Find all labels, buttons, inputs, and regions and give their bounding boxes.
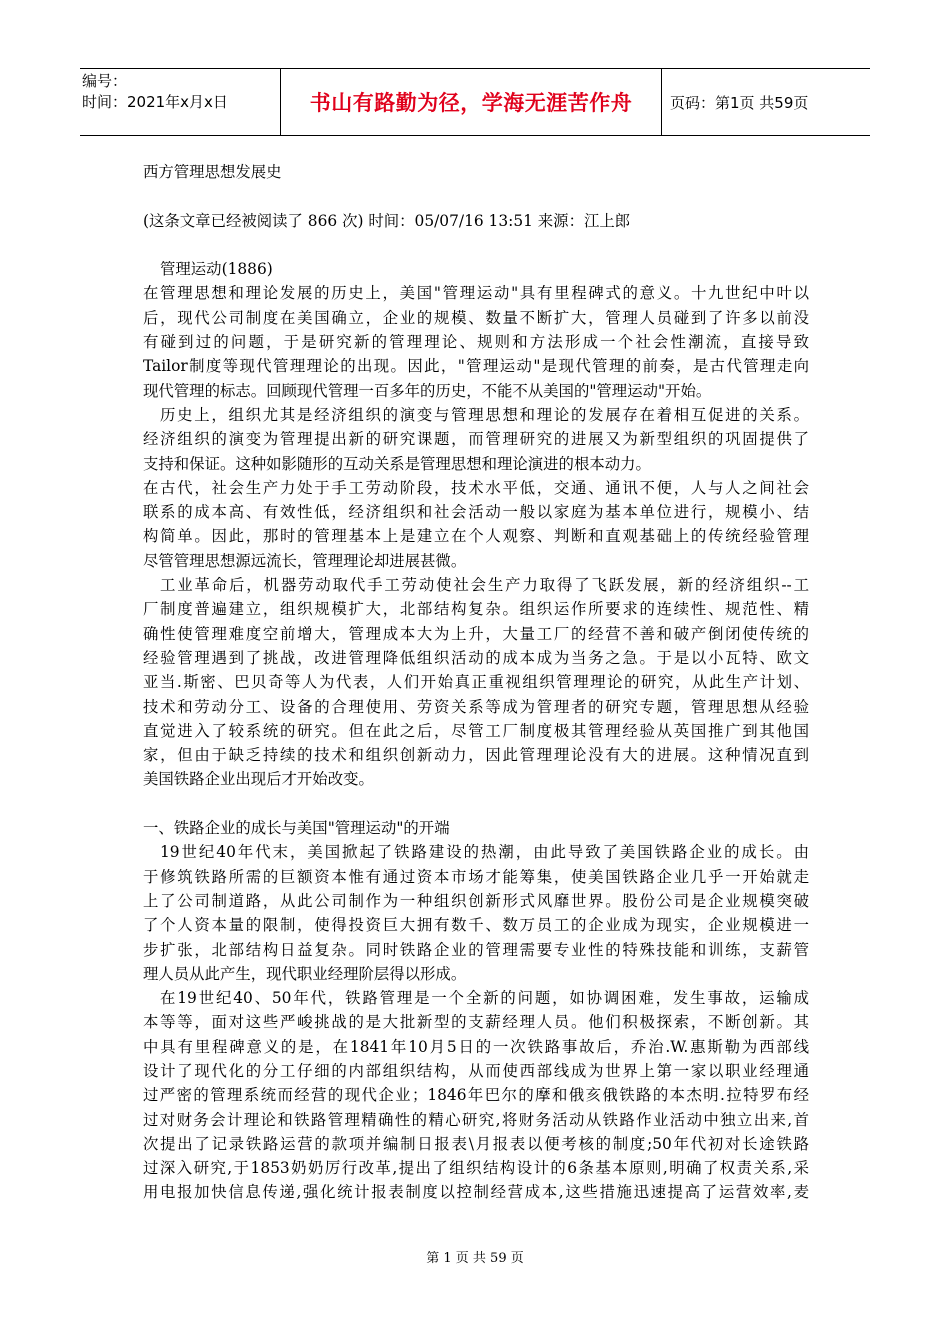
paragraph (143, 573, 809, 792)
text-line: 理人员从此产生，现代职业经理阶层得以形成。 (143, 964, 467, 983)
text-line: 工业革命后，机器劳动取代手工劳动使社会生产力取得了飞跃发展，新的经济组织--工 (160, 576, 809, 595)
text-line: 确性使管理难度空前增大，管理成本大为上升，大量工厂的经营不善和破产倒闭使传统的 (143, 624, 809, 643)
text-line: 经济组织的演变为管理提出新的研究课题，而管理研究的进展又为新型组织的巩固提供了 (143, 430, 809, 449)
text-line: 技术和劳动分工、设备的合理使用、劳资关系等成为管理者的研究专题，管理思想从经验 (143, 697, 809, 716)
text-line: 步扩张，北部结构日益复杂。同时铁路企业的管理需要专业性的特殊技能和训练，支薪管 (143, 940, 809, 959)
header-meta (80, 69, 280, 135)
text-line: 构简单。因此，那时的管理基本上是建立在个人观察、判断和直观基础上的传统经验管理 (143, 527, 809, 546)
text-line: 次提出了记录铁路运营的款项并编制日报表\月报表以便考核的制度;50年代初对长途铁路 (143, 1134, 809, 1153)
text-line: 美国铁路企业出现后才开始改变。 (143, 770, 374, 789)
text-line: 支持和保证。这种如影随形的互动关系是管理思想和理论演进的根本动力。 (143, 454, 651, 473)
text-line: 于修筑铁路所需的巨额资本惟有通过资本市场才能筹集，使美国铁路企业几乎一开始就走 (143, 867, 809, 886)
text-line: 尽管管理思想源远流长，管理理论却进展甚微。 (143, 551, 467, 570)
text-line: 用电报加快信息传递,强化统计报表制度以控制经营成本,这些措施迅速提高了运营效率,麦 (143, 1183, 809, 1202)
document-title: 西方管理思想发展史 (143, 163, 282, 181)
text-line: 19世纪40年代末，美国掀起了铁路建设的热潮，由此导致了美国铁路企业的成长。由 (160, 843, 809, 862)
text-line: 在古代，社会生产力处于手工劳动阶段，技术水平低，交通、通讯不便，人与人之间社会 (143, 478, 809, 497)
serial-label: 编号： (82, 72, 128, 90)
text-line: 厂制度普遍建立，组织规模扩大，北部结构复杂。组织运作所要求的连续性、规范性、精 (143, 600, 809, 619)
text-line: 过对财务会计理论和铁路管理精确性的精心研究,将财务活动从铁路作业活动中独立出来,首 (143, 1110, 809, 1129)
paragraph (143, 840, 809, 986)
text-line: 有碰到过的问题，于是研究新的管理理论、规则和方法形成一个社会性潮流，直接导致 (143, 333, 809, 352)
text-line: 现代管理的标志。回顾现代管理一百多年的历史，不能不从美国的"管理运动"开始。 (143, 381, 712, 400)
article-meta: (这条文章已经被阅读了 866 次) 时间：05/07/16 13:51 来源：江上郎 (143, 211, 631, 230)
paragraph (143, 986, 809, 1205)
text-line: 过深入研究,于1853奶奶厉行改革,提出了组织结构设计的6条基本原则,明确了权责关系,采 (143, 1159, 809, 1178)
text-line: 过严密的管理系统而经营的现代企业；1846年巴尔的摩和俄亥俄铁路的本杰明.拉特罗布经 (143, 1086, 809, 1105)
page-header (80, 68, 870, 136)
text-line: 历史上，组织尤其是经济组织的演变与管理思想和理论的发展存在着相互促进的关系。 (160, 405, 809, 424)
paragraph (143, 281, 809, 402)
text-line: Tailor制度等现代管理理论的出现。因此，"管理运动"是现代管理的前奏，是古代管理走向 (143, 357, 809, 376)
text-line: 中具有里程碑意义的是，在1841年10月5日的一次铁路事故后，乔治.W.惠斯勒为西部线 (143, 1037, 809, 1056)
section-heading: 管理运动(1886) (160, 260, 273, 279)
text-line: 亚当.斯密、巴贝奇等人为代表，人们开始真正重视组织管理理论的研究，从此生产计划、 (143, 673, 809, 692)
text-line: 家，但由于缺乏持续的技术和组织创新动力，因此管理理论没有大的进展。这种情况直到 (143, 746, 809, 765)
paragraph (143, 403, 809, 476)
text-line: 后，现代公司制度在美国确立，企业的规模、数量不断扩大，管理人员碰到了许多以前没 (143, 308, 809, 327)
text-line: 了个人资本量的限制，使得投资巨大拥有数千、数万员工的企业成为现实，企业规模进一 (143, 916, 809, 935)
text-line: 上了公司制道路，从此公司制作为一种组织创新形式风靡世界。股份公司是企业规模突破 (143, 891, 809, 910)
text-line: 在管理思想和理论发展的历史上，美国"管理运动"具有里程碑式的意义。十九世纪中叶以 (143, 284, 809, 303)
text-line: 直觉进入了较系统的研究。但在此之后，尽管工厂制度极其管理经验从英国推广到其他国 (143, 721, 809, 740)
text-line: 在19世纪40、50年代，铁路管理是一个全新的问题，如协调困难，发生事故，运输成 (160, 989, 809, 1008)
text-line: 本等等，面对这些严峻挑战的是大批新型的支薪经理人员。他们积极探索，不断创新。其 (143, 1013, 809, 1032)
document-body (143, 160, 809, 1205)
text-line: 经验管理遇到了挑战，改进管理降低组织活动的成本成为当务之急。于是以小瓦特、欧文 (143, 648, 809, 667)
text-line: 设计了现代化的分工仔细的内部组织结构，从而使西部线成为世界上第一家以职业经理通 (143, 1061, 809, 1080)
text-line: 联系的成本高、有效性低，经济组织和社会活动一般以家庭为基本单位进行，规模小、结 (143, 503, 809, 522)
section-heading: 一、铁路企业的成长与美国"管理运动"的开端 (143, 819, 450, 838)
header-motto: 书山有路勤为径，学海无涯苦作舟 (309, 91, 633, 115)
page-footer: 第 1 页 共 59 页 (426, 1251, 524, 1266)
paragraph (143, 476, 809, 573)
header-page-info: 页码：第1页 共59页 (670, 93, 809, 112)
time-label: 时间：2021年x月x日 (82, 93, 228, 111)
